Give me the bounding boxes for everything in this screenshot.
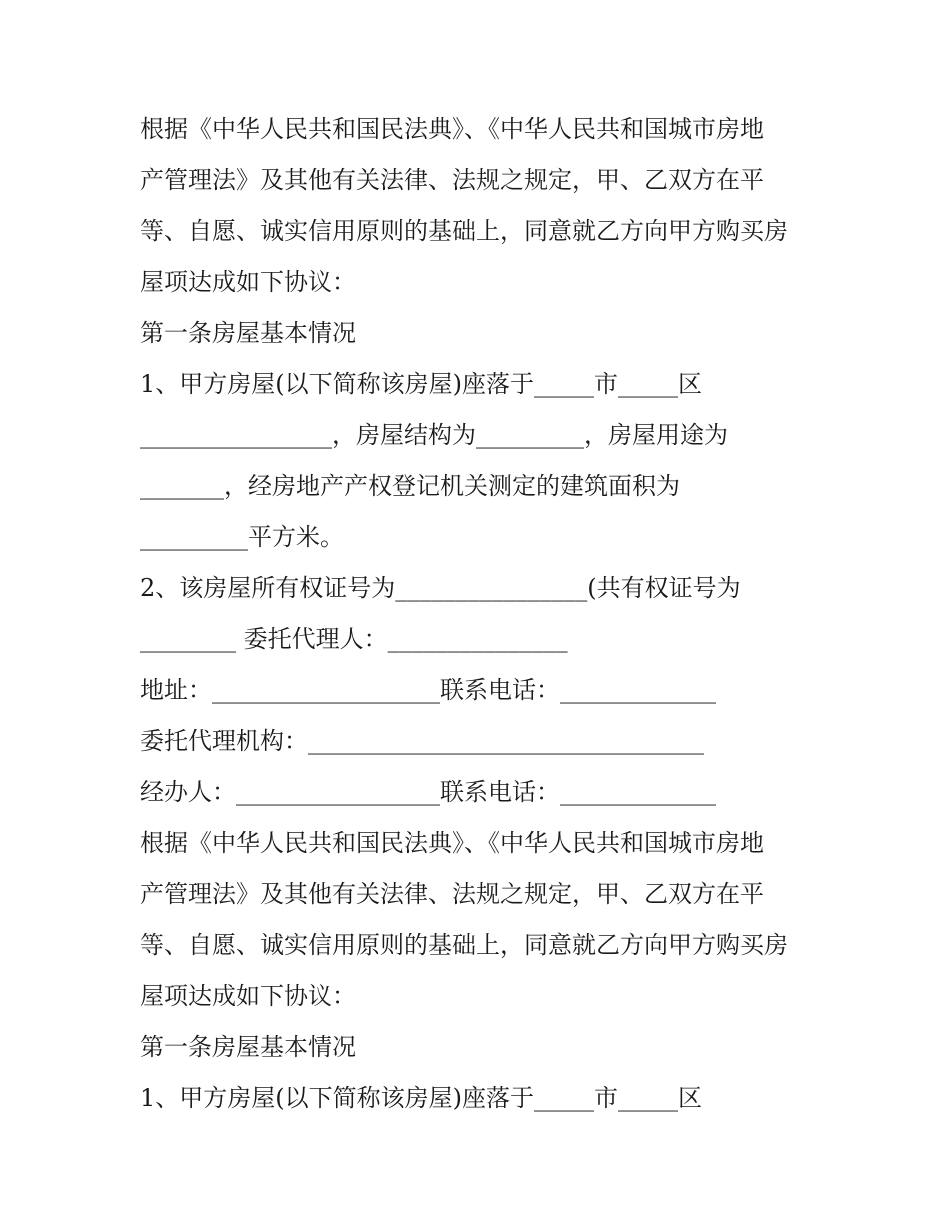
preamble-line-1: 根据《中华人民共和国民法典》、《中华人民共和国城市房地: [140, 115, 764, 143]
preamble-line-2: 产管理法》及其他有关法律、法规之规定，甲、乙双方在平: [140, 166, 764, 194]
preamble-line-3: 等、自愿、诚实信用原则的基础上，同意就乙方向甲方购买房: [140, 217, 788, 245]
preamble-line-4: 屋项达成如下协议：: [140, 268, 356, 296]
clause-2-line-1: 2、该房屋所有权证号为________________(共有权证号为: [140, 574, 741, 602]
address-phone-line: 地址：___________________联系电话：_____________: [140, 676, 716, 704]
preamble-repeat-line-4: 屋项达成如下协议：: [140, 982, 356, 1010]
preamble-repeat-line-1: 根据《中华人民共和国民法典》、《中华人民共和国城市房地: [140, 829, 764, 857]
clause-1-line-2: ________________，房屋结构为_________，房屋用途为: [140, 421, 728, 449]
agency-line: 委托代理机构：_________________________________: [140, 727, 704, 755]
article-one-heading-repeat: 第一条房屋基本情况: [140, 1033, 356, 1061]
clause-1-line-4: _________平方米。: [140, 523, 344, 551]
document-body: [140, 104, 820, 1124]
handler-phone-line: 经办人：_________________联系电话：_____________: [140, 778, 716, 806]
article-one-heading: 第一条房屋基本情况: [140, 319, 356, 347]
clause-2-line-2: ________ 委托代理人：_______________: [140, 625, 568, 653]
preamble-repeat-line-2: 产管理法》及其他有关法律、法规之规定，甲、乙双方在平: [140, 880, 764, 908]
preamble-repeat-line-3: 等、自愿、诚实信用原则的基础上，同意就乙方向甲方购买房: [140, 931, 788, 959]
clause-1-line-1: 1、甲方房屋(以下简称该房屋)座落于_____市_____区: [140, 370, 702, 398]
clause-1-line-3: _______，经房地产产权登记机关测定的建筑面积为: [140, 472, 680, 500]
clause-1-line-1-repeat: 1、甲方房屋(以下简称该房屋)座落于_____市_____区: [140, 1084, 702, 1112]
